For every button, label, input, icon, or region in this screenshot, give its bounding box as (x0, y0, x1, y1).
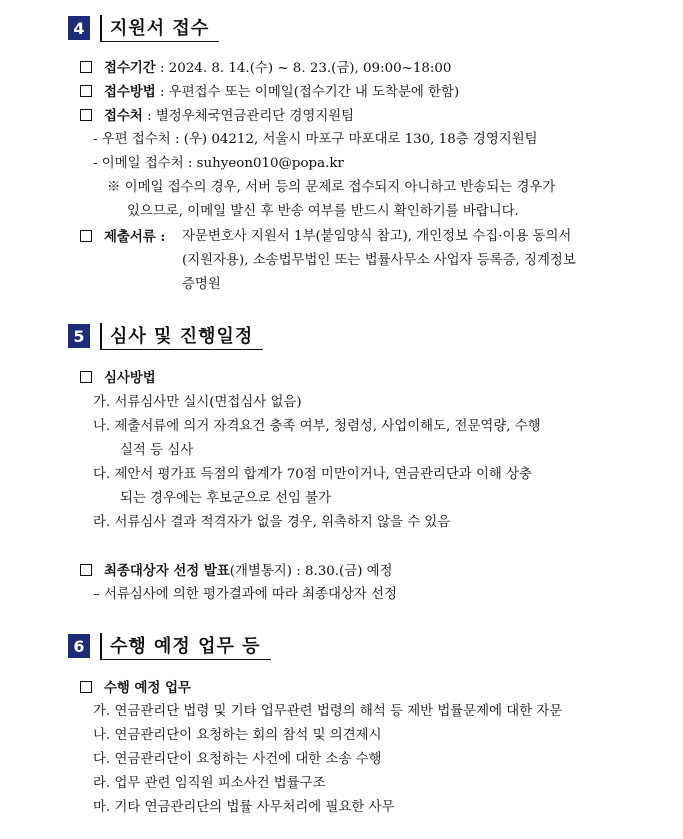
email-note-line2: 있으므로, 이메일 발신 후 반송 여부를 반드시 확인하기를 바랍니다. (127, 204, 519, 219)
postal-address: - 우편 접수처 : (우) 04212, 서울시 마포구 마포대로 130, 18층 경영지원팀 (93, 132, 538, 147)
docs-line2: (지원자용), 소송법무법인 또는 법률사무소 사업자 등록증, 징계정보 (182, 253, 576, 268)
section-header-5 (68, 323, 263, 349)
email-address: - 이메일 접수처 : suhyeon010@popa.kr (93, 156, 344, 171)
review-c-line2: 되는 경우에는 후보군으로 선임 불가 (120, 491, 332, 506)
section-header-6 (68, 633, 271, 659)
duty-b: 나. 연금관리단이 요청하는 회의 참석 및 의견제시 (93, 728, 382, 743)
email-note-line1: ※ 이메일 접수의 경우, 서버 등의 문제로 접수되지 아니하고 반송되는 경우가 (107, 180, 556, 195)
final-note: – 서류심사에 의한 평가결과에 따라 최종대상자 선정 (93, 587, 397, 602)
review-a: 가. 서류심사만 실시(면접심사 없음) (93, 395, 302, 410)
checkbox-square-icon (80, 85, 92, 97)
docs-item (80, 227, 165, 248)
review-b-line2: 실적 등 심사 (120, 443, 194, 458)
checkbox-square-icon (80, 371, 92, 383)
office-item (80, 106, 354, 127)
section-number: 6 (68, 634, 90, 658)
checkbox-square-icon (80, 61, 92, 73)
item-value: : 우편접수 또는 이메일(접수기간 내 도착분에 한함) (155, 85, 460, 100)
item-value: : 별정우체국연금관리단 경영지원팀 (142, 109, 355, 124)
review-b-line1: 나. 제출서류에 의거 자격요건 충족 여부, 청렴성, 사업이해도, 전문역량, 수행 (93, 419, 541, 434)
checkbox-square-icon (80, 564, 92, 576)
section-number: 5 (68, 324, 90, 348)
item-label: 접수처 (104, 108, 143, 124)
docs-line3: 증명원 (182, 277, 221, 292)
method-item (80, 82, 459, 103)
item-value: : 2024. 8. 14.(수) ~ 8. 23.(금), 09:00~18:00 (155, 61, 452, 76)
checkbox-square-icon (80, 681, 92, 693)
item-label: 최종대상자 선정 발표 (104, 563, 230, 579)
section-title: 심사 및 진행일정 (100, 323, 263, 350)
period-item (80, 58, 451, 79)
duties-item (80, 678, 191, 699)
duty-d: 라. 업무 관련 임직원 피소사건 법률구조 (93, 776, 326, 791)
item-label: 접수방법 (104, 84, 156, 100)
review-d: 라. 서류심사 결과 적격자가 없을 경우, 위촉하지 않을 수 있음 (93, 515, 451, 530)
item-value: (개별통지) : 8.30.(금) 예정 (229, 564, 393, 579)
section-title: 수행 예정 업무 등 (100, 633, 271, 660)
section-title: 지원서 접수 (100, 15, 219, 42)
checkbox-square-icon (80, 109, 92, 121)
item-label: 심사방법 (104, 370, 156, 386)
duty-e: 마. 기타 연금관리단의 법률 사무처리에 필요한 사무 (93, 800, 395, 815)
section-number: 4 (68, 16, 90, 40)
final-announcement-item (80, 561, 393, 582)
review-method-item (80, 368, 156, 389)
docs-line1: 자문변호사 지원서 1부(붙임양식 참고), 개인정보 수집·이용 동의서 (182, 229, 572, 244)
item-label: 접수기간 (104, 60, 156, 76)
item-label: 제출서류 : (104, 229, 166, 245)
review-c-line1: 다. 제안서 평가표 득점의 합계가 70점 미만이거나, 연금관리단과 이해 상충 (93, 467, 532, 482)
item-label: 수행 예정 업무 (104, 680, 191, 696)
duty-a: 가. 연금관리단 법령 및 기타 업무관련 법령의 해석 등 제반 법률문제에 대한 자문 (93, 704, 563, 719)
section-header-4 (68, 15, 219, 41)
duty-c: 다. 연금관리단이 요청하는 사건에 대한 소송 수행 (93, 752, 382, 767)
checkbox-square-icon (80, 230, 92, 242)
